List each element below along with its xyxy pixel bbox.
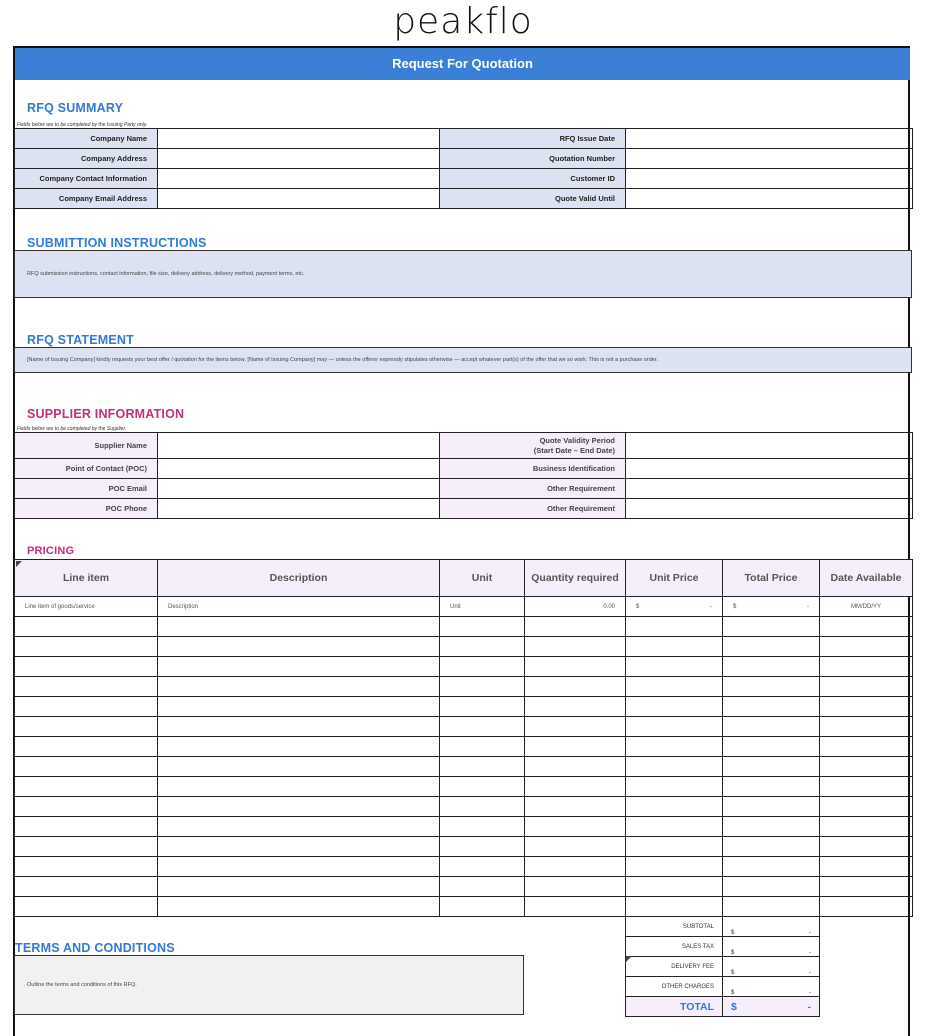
table-row bbox=[15, 697, 913, 717]
col-date-available: Date Available bbox=[820, 560, 913, 597]
business-id-label: Business Identification bbox=[440, 459, 626, 479]
rfq-summary-note: Fields below are to be completed by the Issuing Party only. bbox=[17, 122, 148, 128]
line-item-cell[interactable] bbox=[15, 857, 158, 877]
line-item-cell[interactable] bbox=[15, 877, 158, 897]
table-row bbox=[15, 797, 913, 817]
total-price-cell[interactable] bbox=[723, 717, 820, 737]
other-requirement-1-field[interactable] bbox=[626, 479, 913, 499]
currency-symbol: $ bbox=[731, 990, 735, 996]
line-item-cell[interactable] bbox=[15, 657, 158, 677]
total-price-value: - bbox=[807, 603, 809, 610]
description-cell[interactable] bbox=[158, 877, 440, 897]
description-cell[interactable] bbox=[158, 797, 440, 817]
table-row bbox=[15, 837, 913, 857]
subtotal-label: SUBTOTAL bbox=[626, 917, 723, 937]
company-contact-field[interactable] bbox=[158, 169, 440, 189]
table-row bbox=[15, 857, 913, 877]
unit-cell[interactable] bbox=[440, 737, 525, 757]
submission-instructions-box[interactable]: RFQ submission instructions, contact information, file size, delivery address, delivery method, payment terms, etc. bbox=[14, 250, 912, 298]
quotation-number-label: Quotation Number bbox=[440, 149, 626, 169]
unit-cell[interactable] bbox=[440, 777, 525, 797]
unit-price-cell[interactable] bbox=[626, 817, 723, 837]
unit-price-cell[interactable] bbox=[626, 597, 723, 617]
quantity-cell[interactable] bbox=[525, 837, 626, 857]
sales-tax-amount: - bbox=[809, 950, 811, 956]
terms-title: TERMS AND CONDITIONS bbox=[15, 941, 175, 955]
poc-phone-label: POC Phone bbox=[15, 499, 158, 519]
total-price-cell[interactable] bbox=[723, 857, 820, 877]
unit-price-cell[interactable] bbox=[626, 657, 723, 677]
quote-validity-period-text: Quote Validity Period bbox=[539, 435, 615, 445]
quote-validity-period-label bbox=[440, 433, 626, 459]
quantity-cell[interactable] bbox=[525, 657, 626, 677]
poc-field[interactable] bbox=[158, 459, 440, 479]
quantity-cell[interactable] bbox=[525, 897, 626, 917]
unit-price-cell[interactable] bbox=[626, 797, 723, 817]
quantity-cell[interactable] bbox=[525, 857, 626, 877]
total-price-cell[interactable] bbox=[723, 617, 820, 637]
unit-price-cell[interactable] bbox=[626, 637, 723, 657]
line-item-cell[interactable] bbox=[15, 897, 158, 917]
page-title: Request For Quotation bbox=[15, 48, 910, 80]
poc-email-label: POC Email bbox=[15, 479, 158, 499]
currency-symbol: $ bbox=[733, 603, 737, 610]
supplier-title: SUPPLIER INFORMATION bbox=[27, 407, 185, 421]
company-name-label: Company Name bbox=[15, 129, 158, 149]
description-cell[interactable] bbox=[158, 737, 440, 757]
other-requirement-2-label: Other Requirement bbox=[440, 499, 626, 519]
statement-title: RFQ STATEMENT bbox=[27, 333, 134, 347]
subtotal-amount: - bbox=[809, 930, 811, 936]
unit-price-cell[interactable] bbox=[626, 757, 723, 777]
date-available-cell[interactable] bbox=[820, 757, 913, 777]
pricing-table bbox=[14, 559, 913, 917]
unit-cell[interactable] bbox=[440, 657, 525, 677]
comment-marker-icon bbox=[626, 956, 632, 962]
quote-validity-period-subtext: (Start Date – End Date) bbox=[533, 445, 615, 455]
peakflo-logo: peakflo bbox=[393, 1, 533, 42]
unit-price-cell[interactable] bbox=[626, 877, 723, 897]
unit-cell[interactable] bbox=[440, 677, 525, 697]
col-line-item: Line item bbox=[15, 560, 158, 597]
total-price-cell[interactable] bbox=[723, 597, 820, 617]
company-address-label: Company Address bbox=[15, 149, 158, 169]
description-cell[interactable]: Description bbox=[158, 597, 440, 617]
quantity-cell[interactable] bbox=[525, 777, 626, 797]
unit-cell[interactable] bbox=[440, 897, 525, 917]
date-available-cell[interactable] bbox=[820, 837, 913, 857]
date-available-cell[interactable] bbox=[820, 677, 913, 697]
table-row bbox=[15, 617, 913, 637]
unit-price-cell[interactable] bbox=[626, 617, 723, 637]
col-unit: Unit bbox=[440, 560, 525, 597]
unit-cell[interactable] bbox=[440, 797, 525, 817]
line-item-cell[interactable] bbox=[15, 797, 158, 817]
total-amount: - bbox=[807, 1000, 811, 1013]
date-available-cell[interactable] bbox=[820, 897, 913, 917]
table-row bbox=[15, 897, 913, 917]
description-cell[interactable] bbox=[158, 637, 440, 657]
delivery-fee-label: DELIVERY FEE bbox=[626, 957, 723, 977]
totals-table bbox=[625, 916, 820, 1017]
quote-valid-until-label: Quote Valid Until bbox=[440, 189, 626, 209]
poc-label: Point of Contact (POC) bbox=[15, 459, 158, 479]
unit-cell[interactable] bbox=[440, 877, 525, 897]
date-available-cell[interactable] bbox=[820, 697, 913, 717]
comment-marker-icon bbox=[16, 561, 22, 567]
line-item-cell[interactable] bbox=[15, 617, 158, 637]
total-price-cell[interactable] bbox=[723, 817, 820, 837]
rfq-summary-table bbox=[14, 128, 913, 209]
company-name-field[interactable] bbox=[158, 129, 440, 149]
quantity-cell[interactable] bbox=[525, 817, 626, 837]
line-item-cell[interactable] bbox=[15, 837, 158, 857]
date-available-cell[interactable] bbox=[820, 817, 913, 837]
terms-box[interactable]: Outline the terms and conditions of this RFQ. bbox=[14, 955, 524, 1015]
unit-price-cell[interactable] bbox=[626, 837, 723, 857]
date-available-cell[interactable] bbox=[820, 717, 913, 737]
supplier-note: Fields below are to be completed by the Supplier. bbox=[17, 426, 127, 432]
unit-cell[interactable] bbox=[440, 637, 525, 657]
date-available-cell[interactable] bbox=[820, 657, 913, 677]
table-row bbox=[15, 777, 913, 797]
unit-cell[interactable] bbox=[440, 697, 525, 717]
total-value bbox=[723, 997, 820, 1017]
company-contact-label: Company Contact Information bbox=[15, 169, 158, 189]
quantity-cell[interactable] bbox=[525, 757, 626, 777]
date-available-cell[interactable] bbox=[820, 637, 913, 657]
total-price-cell[interactable] bbox=[723, 777, 820, 797]
quantity-cell[interactable] bbox=[525, 717, 626, 737]
company-address-field[interactable] bbox=[158, 149, 440, 169]
unit-cell[interactable]: Unit bbox=[440, 597, 525, 617]
currency-symbol: $ bbox=[636, 603, 640, 610]
unit-cell[interactable] bbox=[440, 857, 525, 877]
rfq-statement-box[interactable]: [Name of Issuing Company] kindly requests your best offer / quotation for the items below. [Name of Issuing Company] may — unless the offeror expressly stipulates otherwise — accept whatever part(s) of the offer that we so wish. This is not a purchase order. bbox=[14, 347, 912, 373]
sales-tax-label: SALES TAX bbox=[626, 937, 723, 957]
supplier-name-field[interactable] bbox=[158, 433, 440, 459]
quote-valid-until-field[interactable] bbox=[626, 189, 913, 209]
quantity-cell[interactable] bbox=[525, 797, 626, 817]
line-item-cell[interactable] bbox=[15, 637, 158, 657]
quantity-cell[interactable]: 0.00 bbox=[525, 597, 626, 617]
unit-price-cell[interactable] bbox=[626, 697, 723, 717]
total-price-cell[interactable] bbox=[723, 657, 820, 677]
col-description: Description bbox=[158, 560, 440, 597]
poc-email-field[interactable] bbox=[158, 479, 440, 499]
unit-price-cell[interactable] bbox=[626, 897, 723, 917]
quote-validity-period-field[interactable] bbox=[626, 433, 913, 459]
date-available-cell[interactable] bbox=[820, 737, 913, 757]
table-row bbox=[15, 877, 913, 897]
total-price-cell[interactable] bbox=[723, 637, 820, 657]
line-item-cell[interactable] bbox=[15, 737, 158, 757]
line-item-cell[interactable] bbox=[15, 677, 158, 697]
quantity-cell[interactable] bbox=[525, 637, 626, 657]
rfq-issue-date-field[interactable] bbox=[626, 129, 913, 149]
customer-id-field[interactable] bbox=[626, 169, 913, 189]
description-cell[interactable] bbox=[158, 857, 440, 877]
pricing-title: PRICING bbox=[27, 545, 75, 557]
col-total-price: Total Price bbox=[723, 560, 820, 597]
total-price-cell[interactable] bbox=[723, 897, 820, 917]
col-quantity: Quantity required bbox=[525, 560, 626, 597]
quotation-number-field[interactable] bbox=[626, 149, 913, 169]
unit-cell[interactable] bbox=[440, 617, 525, 637]
total-price-cell[interactable] bbox=[723, 677, 820, 697]
subtotal-value[interactable] bbox=[723, 917, 820, 937]
unit-cell[interactable] bbox=[440, 717, 525, 737]
description-cell[interactable] bbox=[158, 817, 440, 837]
date-available-cell[interactable] bbox=[820, 857, 913, 877]
delivery-fee-amount: - bbox=[809, 970, 811, 976]
unit-cell[interactable] bbox=[440, 817, 525, 837]
total-price-cell[interactable] bbox=[723, 877, 820, 897]
customer-id-label: Customer ID bbox=[440, 169, 626, 189]
description-cell[interactable] bbox=[158, 897, 440, 917]
company-email-field[interactable] bbox=[158, 189, 440, 209]
other-requirement-1-label: Other Requirement bbox=[440, 479, 626, 499]
table-row bbox=[15, 637, 913, 657]
company-email-label: Company Email Address bbox=[15, 189, 158, 209]
delivery-fee-value[interactable] bbox=[723, 957, 820, 977]
line-item-cell[interactable]: Line item of goods/service bbox=[15, 597, 158, 617]
other-charges-label: OTHER CHARGES bbox=[626, 977, 723, 997]
table-row bbox=[15, 657, 913, 677]
line-item-cell[interactable] bbox=[15, 757, 158, 777]
rfq-summary-title: RFQ SUMMARY bbox=[27, 101, 124, 115]
line-item-cell[interactable] bbox=[15, 817, 158, 837]
supplier-table bbox=[14, 432, 913, 519]
table-row bbox=[15, 737, 913, 757]
description-cell[interactable] bbox=[158, 757, 440, 777]
description-cell[interactable] bbox=[158, 717, 440, 737]
description-cell[interactable] bbox=[158, 697, 440, 717]
total-price-cell[interactable] bbox=[723, 737, 820, 757]
currency-symbol: $ bbox=[731, 1000, 737, 1013]
other-charges-amount: - bbox=[809, 990, 811, 996]
unit-price-cell[interactable] bbox=[626, 777, 723, 797]
date-available-cell[interactable]: MM/DD/YY bbox=[820, 597, 913, 617]
total-label: TOTAL bbox=[626, 997, 723, 1017]
date-available-cell[interactable] bbox=[820, 797, 913, 817]
description-cell[interactable] bbox=[158, 617, 440, 637]
unit-price-cell[interactable] bbox=[626, 677, 723, 697]
business-id-field[interactable] bbox=[626, 459, 913, 479]
quantity-cell[interactable] bbox=[525, 697, 626, 717]
line-item-cell[interactable] bbox=[15, 777, 158, 797]
line-item-cell[interactable] bbox=[15, 717, 158, 737]
description-cell[interactable] bbox=[158, 657, 440, 677]
quantity-cell[interactable] bbox=[525, 677, 626, 697]
description-cell[interactable] bbox=[158, 837, 440, 857]
table-row bbox=[15, 757, 913, 777]
sales-tax-value[interactable] bbox=[723, 937, 820, 957]
unit-cell[interactable] bbox=[440, 757, 525, 777]
table-row bbox=[15, 817, 913, 837]
currency-symbol: $ bbox=[731, 930, 735, 936]
currency-symbol: $ bbox=[731, 970, 735, 976]
description-cell[interactable] bbox=[158, 677, 440, 697]
other-charges-value[interactable] bbox=[723, 977, 820, 997]
date-available-cell[interactable] bbox=[820, 877, 913, 897]
total-price-cell[interactable] bbox=[723, 757, 820, 777]
quantity-cell[interactable] bbox=[525, 737, 626, 757]
col-unit-price: Unit Price bbox=[626, 560, 723, 597]
total-price-cell[interactable] bbox=[723, 697, 820, 717]
quantity-cell[interactable] bbox=[525, 617, 626, 637]
line-item-cell[interactable] bbox=[15, 697, 158, 717]
table-row bbox=[15, 677, 913, 697]
unit-price-cell[interactable] bbox=[626, 717, 723, 737]
table-row bbox=[15, 717, 913, 737]
submission-title: SUBMITTION INSTRUCTIONS bbox=[27, 236, 207, 250]
date-available-cell[interactable] bbox=[820, 617, 913, 637]
total-price-cell[interactable] bbox=[723, 797, 820, 817]
description-cell[interactable] bbox=[158, 777, 440, 797]
unit-price-value: - bbox=[710, 603, 712, 610]
supplier-name-label: Supplier Name bbox=[15, 433, 158, 459]
rfq-issue-date-label: RFQ Issue Date bbox=[440, 129, 626, 149]
date-available-cell[interactable] bbox=[820, 777, 913, 797]
unit-price-cell[interactable] bbox=[626, 857, 723, 877]
quantity-cell[interactable] bbox=[525, 877, 626, 897]
other-requirement-2-field[interactable] bbox=[626, 499, 913, 519]
unit-price-cell[interactable] bbox=[626, 737, 723, 757]
total-price-cell[interactable] bbox=[723, 837, 820, 857]
table-row bbox=[15, 597, 913, 617]
unit-cell[interactable] bbox=[440, 837, 525, 857]
currency-symbol: $ bbox=[731, 950, 735, 956]
poc-phone-field[interactable] bbox=[158, 499, 440, 519]
